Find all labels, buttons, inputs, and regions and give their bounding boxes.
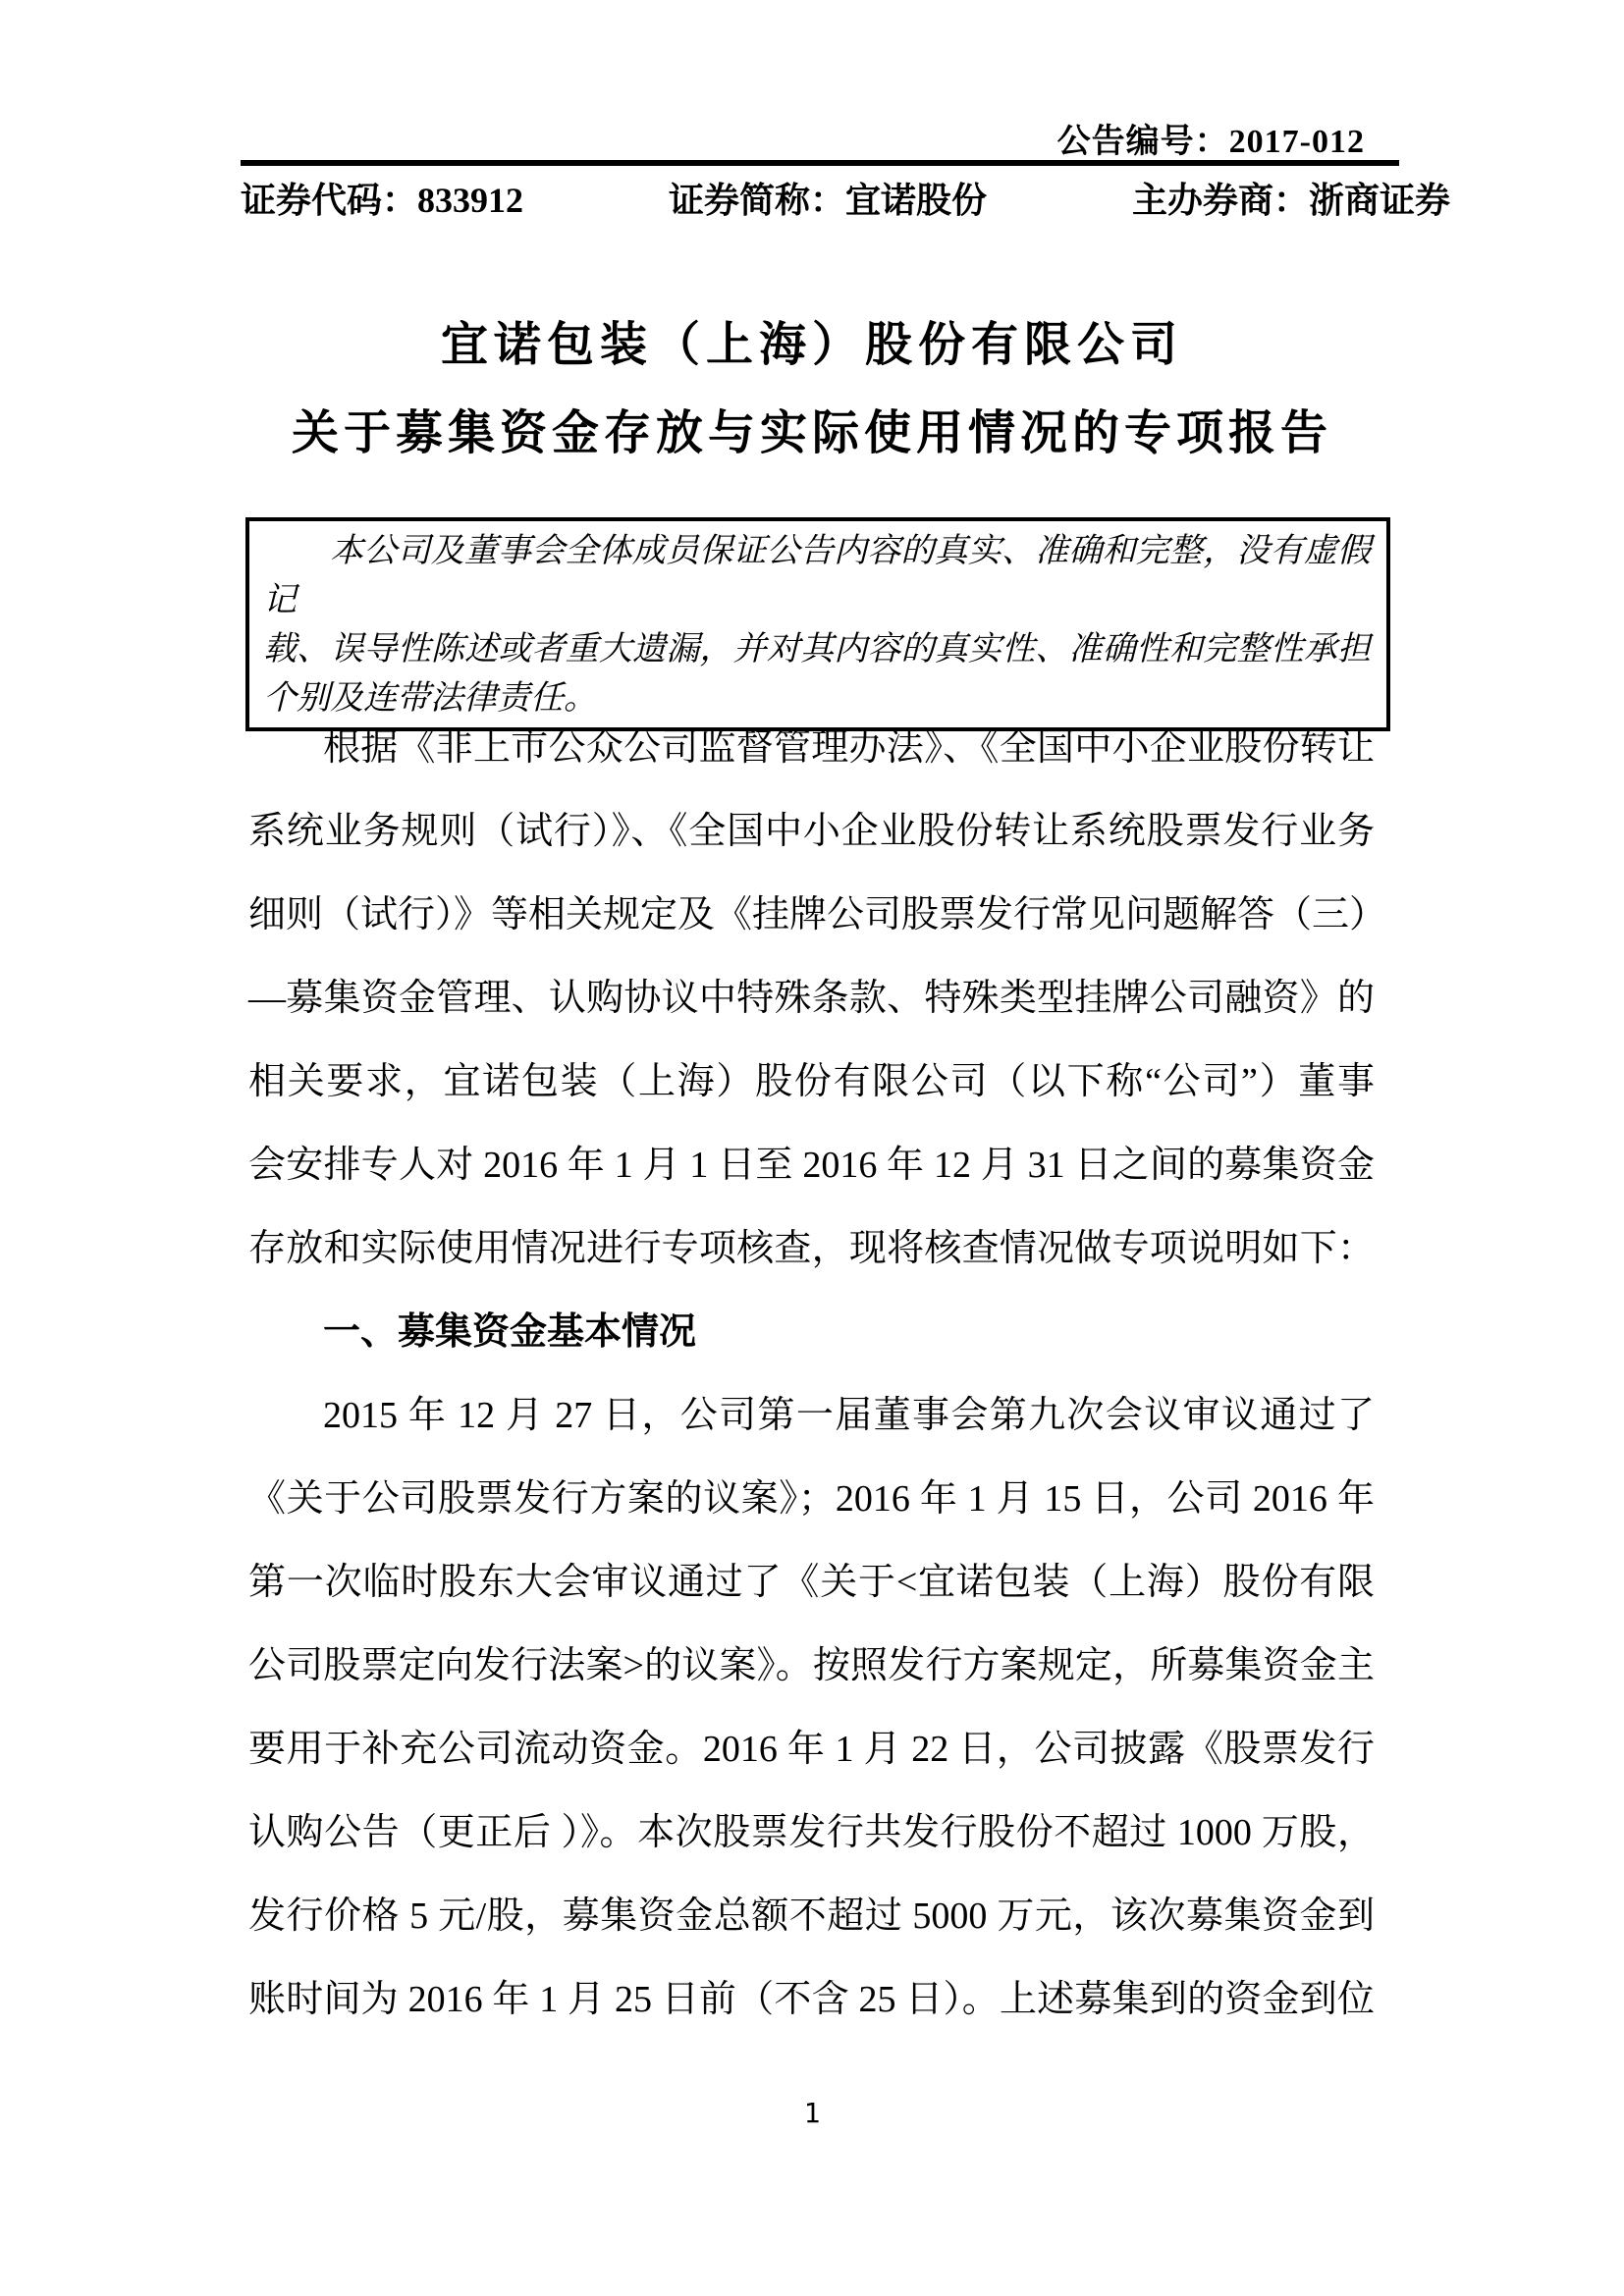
paragraph-line: 公司股票定向发行法案>的议案》。按照发行方案规定，所募集资金主 (248, 1645, 1375, 1686)
disclaimer-line: 本公司及董事会全体成员保证公告内容的真实、准确和完整，没有虚假记 (263, 533, 1371, 618)
page-number: 1 (803, 2097, 821, 2129)
paragraph-line: —募集资金管理、认购协议中特殊条款、特殊类型挂牌公司融资》的 (248, 978, 1375, 1019)
disclaimer-line: 个别及连带法律责任。 (263, 680, 597, 717)
securities-header-row (241, 173, 1450, 223)
header-divider-rule (241, 160, 1399, 166)
stock-short-name-label: 证券简称：宜诺股份 (668, 181, 987, 220)
document-body (248, 707, 1387, 2042)
paragraph-line: 第一次临时股东大会审议通过了《关于<宜诺包装（上海）股份有限 (248, 1562, 1375, 1603)
paragraph-line: 2015 年 12 月 27 日，公司第一届董事会第九次会议审议通过了 (323, 1395, 1375, 1436)
section-heading-1: 一、募集资金基本情况 (323, 1311, 697, 1353)
paragraph-line: 会安排专人对 2016 年 1 月 1 日至 2016 年 12 月 31 日之间的募集资金 (248, 1145, 1375, 1186)
paragraph-line: 要用于补充公司流动资金。2016 年 1 月 22 日，公司披露《股票发行 (248, 1729, 1375, 1770)
paragraph-line: 认购公告（更正后 ）》。本次股票发行共发行股份不超过 1000 万股， (248, 1812, 1375, 1853)
paragraph-line: 《关于公司股票发行方案的议案》；2016 年 1 月 15 日，公司 2016 年 (248, 1478, 1375, 1520)
paragraph-line: 账时间为 2016 年 1 月 25 日前（不含 25 日）。上述募集到的资金到位 (248, 1979, 1375, 2020)
paragraph-line: 系统业务规则（试行）》、《全国中小企业股份转让系统股票发行业务 (248, 811, 1375, 852)
paragraph-line: 发行价格 5 元/股，募集资金总额不超过 5000 万元，该次募集资金到 (248, 1896, 1375, 1937)
sponsor-label: 主办券商：浙商证券 (1131, 181, 1450, 220)
paragraph-line: 存放和实际使用情况进行专项核查，现将核查情况做专项说明如下： (248, 1228, 1375, 1269)
disclaimer-line: 载、误导性陈述或者重大遗漏，并对其内容的真实性、准确性和完整性承担 (263, 631, 1371, 667)
document-title-report: 关于募集资金存放与实际使用情况的专项报告 (291, 407, 1332, 459)
document-title-company: 宜诺包装（上海）股份有限公司 (440, 319, 1183, 371)
stock-code-label: 证券代码：833912 (241, 181, 524, 220)
paragraph-line: 细则（试行）》等相关规定及《挂牌公司股票发行常见问题解答（三） (248, 894, 1387, 935)
paragraph-line: 相关要求，宜诺包装（上海）股份有限公司（以下称“公司”）董事 (248, 1061, 1375, 1102)
announcement-number: 公告编号：2017-012 (1056, 124, 1365, 160)
disclaimer-box (245, 517, 1390, 731)
paragraph-line: 根据《非上市公众公司监督管理办法》、《全国中小企业股份转让 (323, 727, 1375, 769)
